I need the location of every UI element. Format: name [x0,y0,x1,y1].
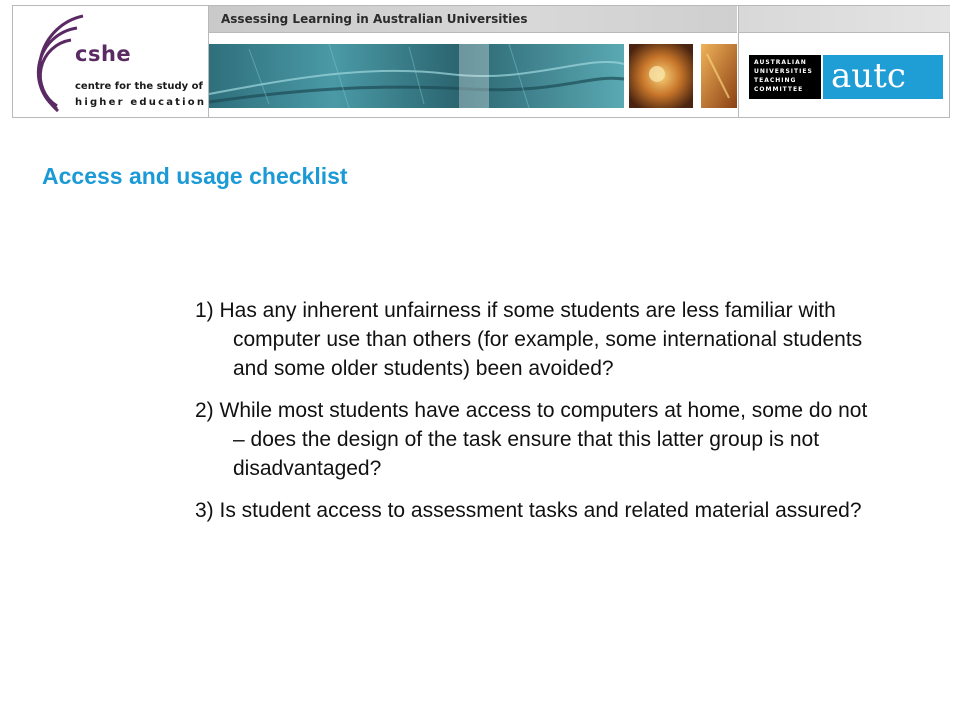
checklist-item-1: 1) Has any inherent unfairness if some students are less familiar with computer use than others (for example, some international students and some older students) been avoided? [195,299,863,380]
autc-text-box [749,55,821,99]
autc-logo-area [738,6,950,117]
autc-line-4: COMMITTEE [754,86,804,93]
cshe-wordmark: cshe [75,42,132,66]
autc-line-3: TEACHING [754,77,797,84]
slide-title: Access and usage checklist [42,163,348,189]
checklist-item-3: 3) Is student access to assessment tasks and related material assured? [195,499,862,522]
autc-line-1: AUSTRALIAN [754,59,807,66]
cshe-tagline-line1: centre for the study of [75,81,203,92]
autc-mark-box [823,55,943,99]
checklist [195,296,875,538]
banner-title: Assessing Learning in Australian Universities [221,12,528,26]
autc-wordmark: autc [831,56,906,96]
banner-title-bar [209,6,737,33]
header-banner [12,5,950,118]
banner-right-bar [739,6,950,33]
banner-photo-strip [209,44,737,108]
checklist-item-2: 2) While most students have access to computers at home, some do not – does the design of the task ensure that this latter group is not disadvantaged? [195,399,868,480]
cshe-tagline-line2: higher education [75,97,207,108]
autc-logo [749,55,943,99]
cshe-logo [13,6,209,117]
autc-line-2: UNIVERSITIES [754,68,813,75]
banner-center [209,6,737,117]
